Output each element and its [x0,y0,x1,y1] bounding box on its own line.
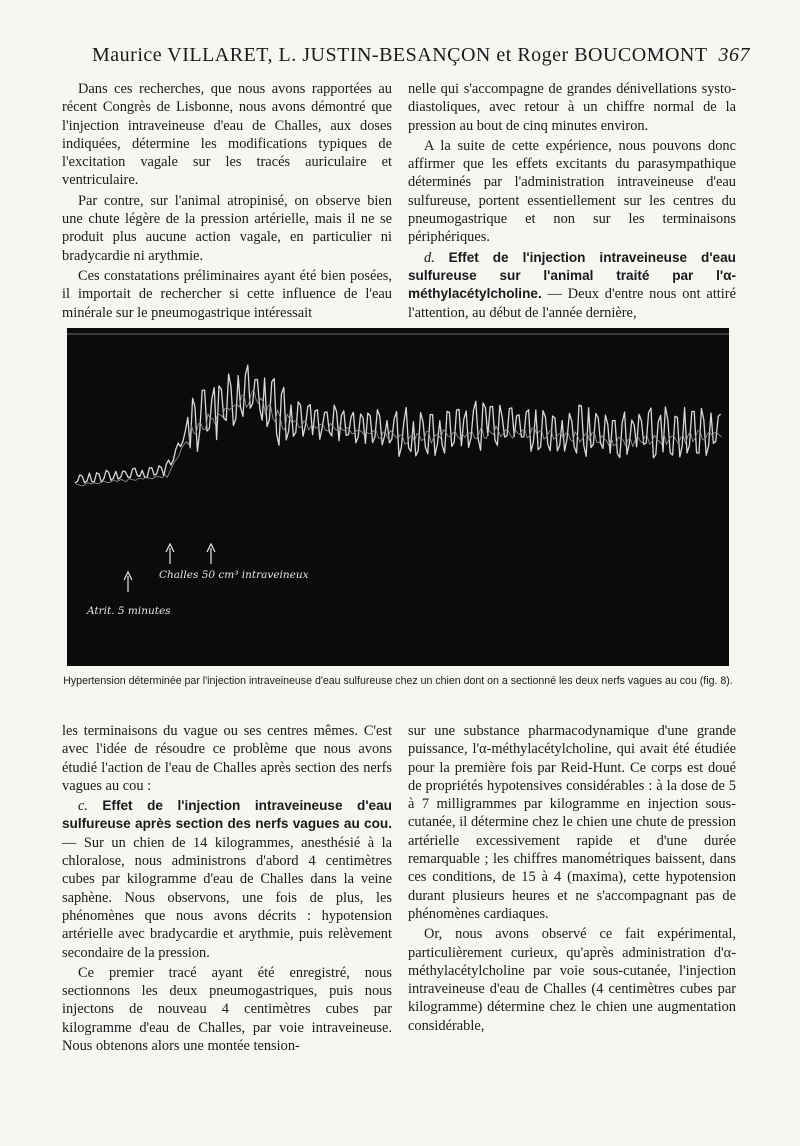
column-right-bottom [408,722,736,1035]
paragraph: Ces constatations préliminaires ayant été bien posées, il importait de rechercher si cette influence de l'eau minérale sur le pneumogastrique intéressait [62,267,392,321]
section-label: c. [78,798,88,815]
column-left-bottom [62,722,392,1055]
running-header [60,44,750,74]
paragraph: nelle qui s'accompagne de grandes dénivellations systo-diastoliques, avec retour à un chiffre normal de la pression au bout de cinq minutes environ. [408,81,736,134]
section-c-paragraph [62,797,392,962]
paragraph: les terminaisons du vague ou ses centres mêmes. C'est avec l'idée de résoudre ce problème que nous avons étudié l'action de l'eau de Challes après section des nerfs vagues au cou : [62,723,392,794]
page-number: 367 [718,44,750,66]
column-right-top [408,80,736,322]
section-heading: Effet de l'injection intraveineuse d'eau sulfureuse après section des nerfs vagues au cou. [62,798,392,832]
paragraph: A la suite de cette expérience, nous pouvons donc affirmer que les effets excitants du parasympathique déterminés par l'administration intraveineuse d'eau sulfureuse, portent essentiellement sur les centres du pneumogastrique et non sur les terminaisons périphériques. [408,137,736,246]
figure-caption: Hypertension déterminée par l'injection intraveineuse d'eau sulfureuse chez un chien dont on a sectionné les deux nerfs vagues au cou (fig. 8). [63,675,733,687]
column-left-top [62,80,392,322]
section-label: d. [424,249,435,266]
section-text: — Sur un chien de 14 kilogrammes, anesthésié à la chloralose, nous administrons d'abord 4 centimètres cubes par kilogramme d'eau de Challes dans la veine saphène. Nous observons, une fois de plus, les phénomènes que nous avons décrits : hypotension artérielle avec bradycardie et arythmie, puis relèvement secondaire de la pression. [62,834,392,961]
paragraph: Or, nous avons observé ce fait expérimental, particulièrement curieux, qu'après administration d'α-méthylacétylcholine par voie sous-cutanée, l'injection intraveineuse d'eau de Challes (4 centimètres cubes par kilogramme) détermine chez le chien une augmentation considérable, [408,926,736,1034]
header-authors: Maurice VILLARET, L. JUSTIN-BESANÇON et Roger BOUCOMONT [92,44,708,66]
blood-pressure-tracing-figure [67,328,729,666]
section-heading: Effet de l'injection intraveineuse d'eau sulfureuse sur l'animal traité par l'α-méthylacétylcholine. [408,249,736,302]
annotation-time: Atrit. 5 minutes [87,605,171,617]
section-text: — Deux d'entre nous ont attiré l'attention, au début de l'année dernière, [408,286,736,321]
annotation-challes: Challes 50 cm³ intraveineux [159,569,309,581]
section-d-paragraph [408,249,736,322]
paragraph: Dans ces recherches, que nous avons rapportées au récent Congrès de Lisbonne, nous avons démontré que l'injection intraveineuse d'eau de Challes, aux doses indiquées, détermine les modifications typiques de l'excitation vagale sur les tracés auriculaire et ventriculaire. [62,81,392,189]
paragraph: sur une substance pharmacodynamique d'une grande puissance, l'α-méthylacétylcholine, qui avait été étudiée pour la première fois par Reid-Hunt. Ce corps est doué de propriétés hypotensives considérables : à la dose de 5 à 7 milligrammes par kilogramme en injection sous-cutanée, il détermine chez le chien une chute de pression artérielle excessivement rapide et d'une durée remarquable ; les chiffres manométriques baissent, dans ces conditions, de 15 à 4 (maxima), cette hypotension durant plusieurs heures et ne s'accompagnant pas de phénomènes cardiaques. [408,723,736,922]
tracing-image [67,328,729,666]
paragraph: Par contre, sur l'animal atropinisé, on observe bien une chute légère de la pression artérielle, mais il ne se produit plus aucune action vagale, en particulier ni bradycardie ni arythmie. [62,192,392,264]
paragraph: Ce premier tracé ayant été enregistré, nous sectionnons les deux pneumogastriques, puis nous injectons de nouveau 4 centimètres cubes par kilogramme d'eau de Challes, par voie intraveineuse. Nous obtenons alors une montée tension- [62,964,392,1055]
